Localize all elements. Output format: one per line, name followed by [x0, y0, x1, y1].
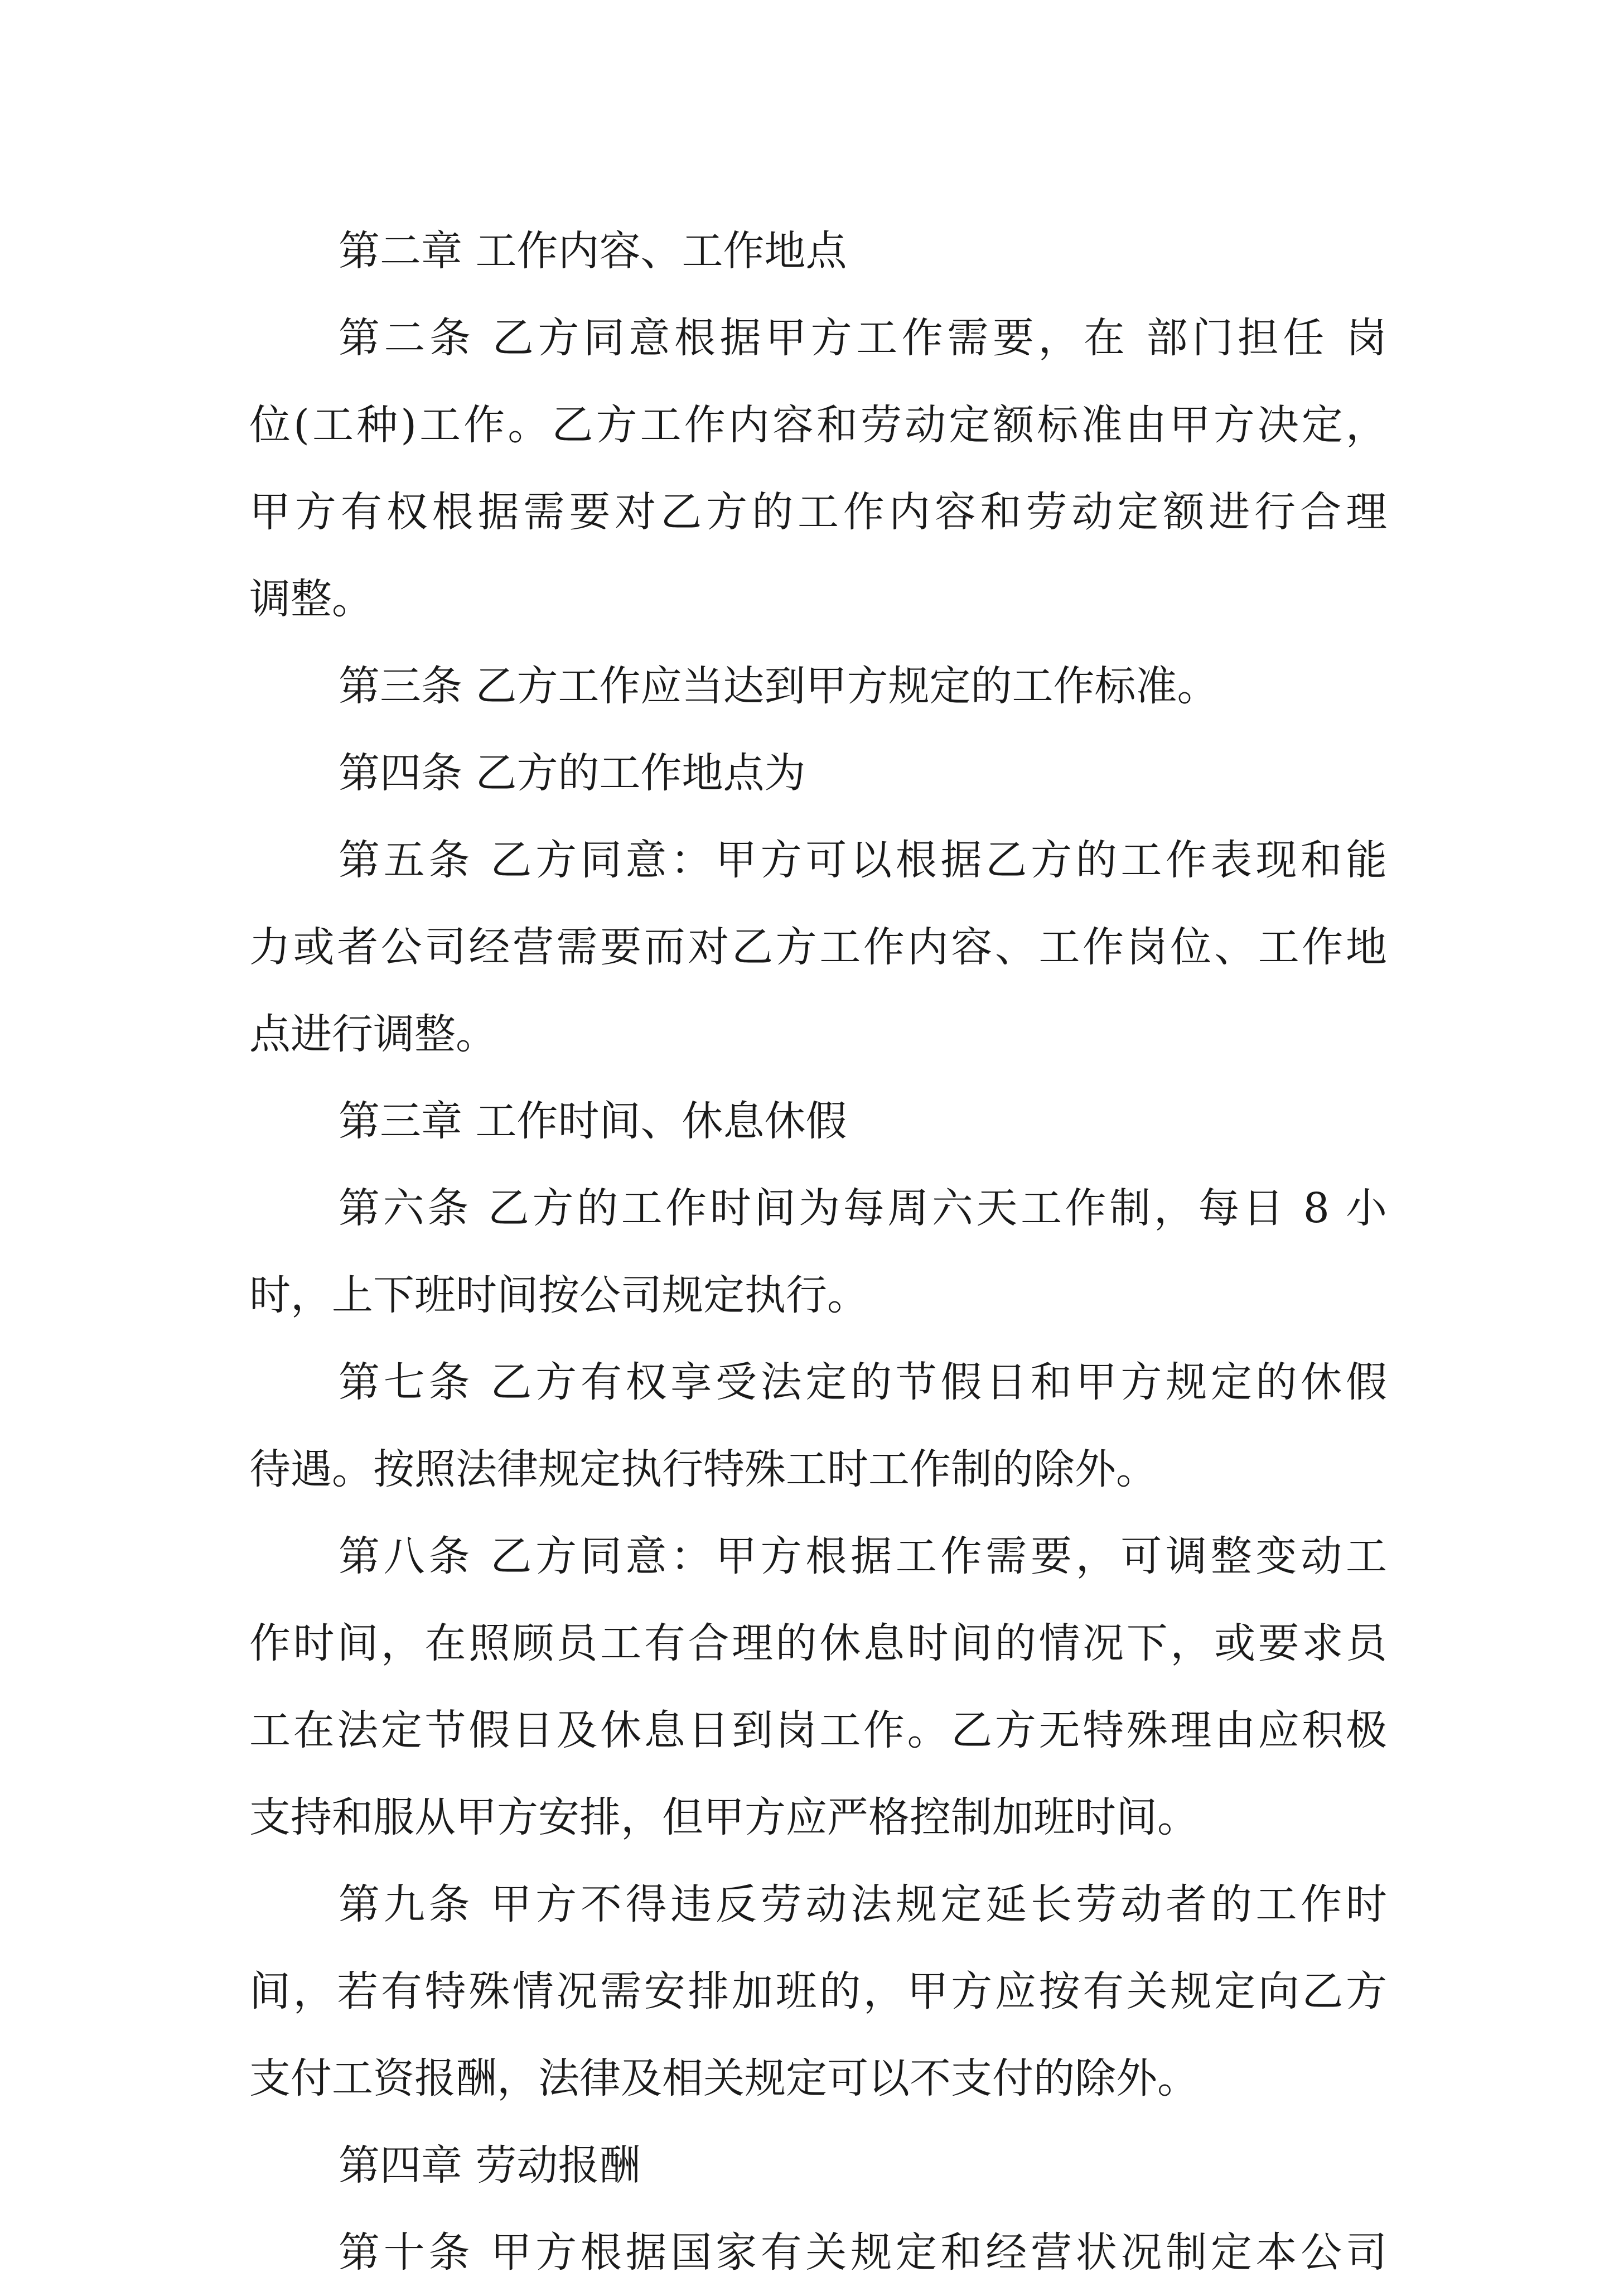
article-line: 第六条 乙方的工作时间为每周六天工作制，每日 8 小 — [339, 1184, 1387, 1232]
article-line: 工在法定节假日及休息日到岗工作。乙方无特殊理由应积极 — [249, 1706, 1387, 1754]
article-line: 力或者公司经营需要而对乙方工作内容、工作岗位、工作地 — [249, 923, 1387, 971]
chapter-heading: 第四章 劳动报酬 — [339, 2141, 641, 2189]
article-line: 第七条 乙方有权享受法定的节假日和甲方规定的休假 — [339, 1358, 1387, 1406]
article-line: 第九条 甲方不得违反劳动法规定延长劳动者的工作时 — [339, 1880, 1387, 1928]
article-line: 时，上下班时间按公司规定执行。 — [249, 1271, 868, 1319]
document-body — [249, 208, 1387, 2296]
article-line: 第五条 乙方同意：甲方可以根据乙方的工作表现和能 — [339, 836, 1387, 884]
article-line: 支持和服从甲方安排，但甲方应严格控制加班时间。 — [249, 1793, 1199, 1841]
article-line: 位(工种)工作。乙方工作内容和劳动定额标准由甲方决定， — [249, 401, 1387, 449]
article-line: 第十条 甲方根据国家有关规定和经营状况制定本公司 — [339, 2229, 1387, 2276]
article-line: 甲方有权根据需要对乙方的工作内容和劳动定额进行合理 — [249, 488, 1387, 536]
article-line: 待遇。按照法律规定执行特殊工时工作制的除外。 — [249, 1445, 1157, 1493]
chapter-heading: 第二章 工作内容、工作地点 — [339, 227, 847, 275]
article-line: 第四条 乙方的工作地点为 — [339, 749, 806, 797]
article-line: 作时间，在照顾员工有合理的休息时间的情况下，或要求员 — [249, 1619, 1387, 1667]
chapter-heading: 第三章 工作时间、休息休假 — [339, 1097, 847, 1145]
article-line: 间，若有特殊情况需安排加班的，甲方应按有关规定向乙方 — [249, 1967, 1387, 2015]
article-line: 调整。 — [249, 575, 373, 623]
article-line: 第三条 乙方工作应当达到甲方规定的工作标准。 — [339, 662, 1219, 710]
article-line: 第二条 乙方同意根据甲方工作需要，在 部门担任 岗 — [339, 314, 1387, 362]
article-line: 第八条 乙方同意：甲方根据工作需要，可调整变动工 — [339, 1532, 1387, 1580]
article-line: 点进行调整。 — [249, 1010, 497, 1058]
article-line: 支付工资报酬，法律及相关规定可以不支付的除外。 — [249, 2054, 1199, 2102]
